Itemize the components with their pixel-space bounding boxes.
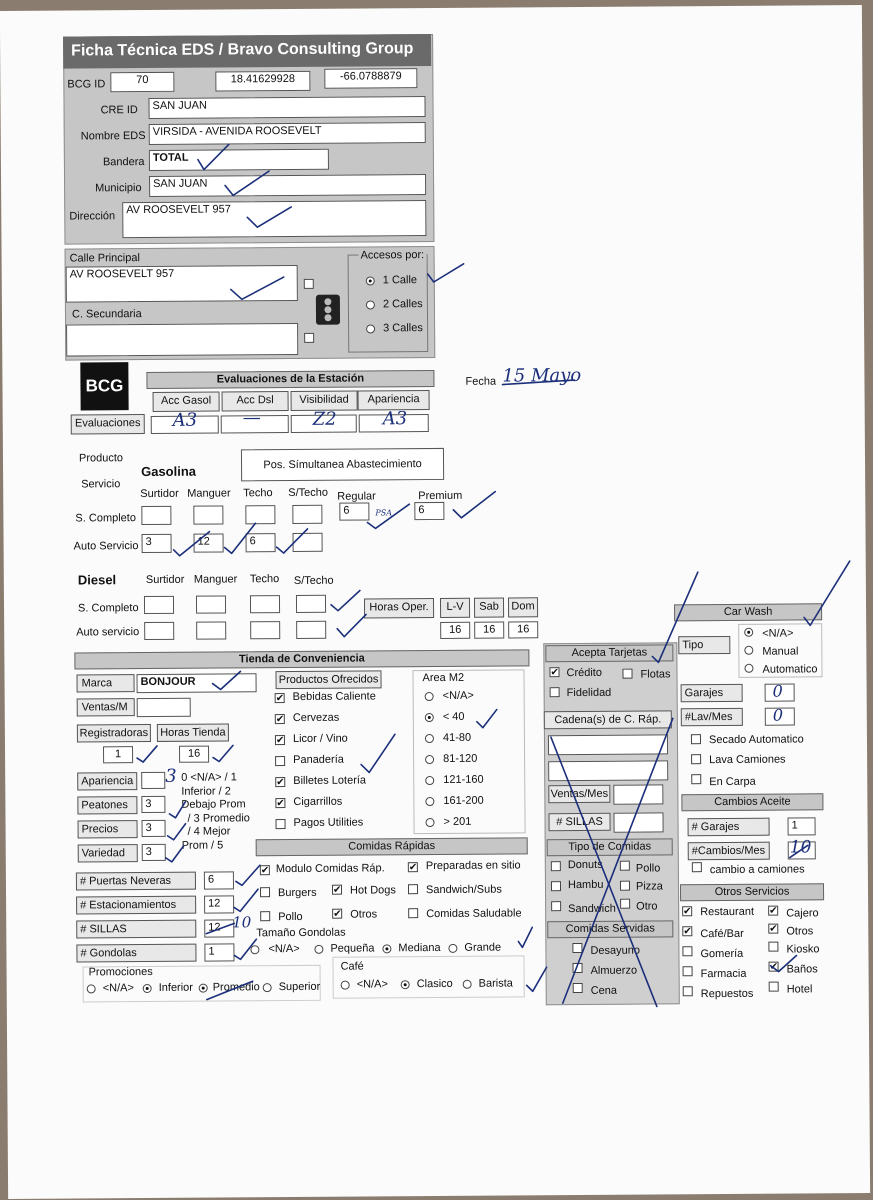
comida-check-2[interactable] xyxy=(260,887,270,897)
dsl-auto-servicio-label: Auto servicio xyxy=(76,626,140,639)
otro-check-4[interactable] xyxy=(682,946,692,956)
producto-label: Producto xyxy=(78,452,124,465)
tipo-check-0[interactable] xyxy=(551,861,561,871)
promo-radio-0[interactable] xyxy=(87,984,96,993)
apariencia-hw: 3 xyxy=(165,765,177,787)
servida-check-1[interactable] xyxy=(573,963,583,973)
tick-puertas xyxy=(236,865,260,885)
dsl-sc-stecho[interactable] xyxy=(296,595,326,613)
tipo-label: Tipo xyxy=(678,636,730,654)
acceso-3-label: 3 Calles xyxy=(383,322,423,335)
bcg-id-label: BCG ID xyxy=(67,78,106,91)
gas-col-techo: Techo xyxy=(243,487,273,500)
aceite-garajes-field[interactable]: 1 xyxy=(788,817,816,835)
flotas-label: Flotas xyxy=(640,668,671,681)
tienda-header: Tienda de Conveniencia xyxy=(74,649,529,669)
gasolina-title: Gasolina xyxy=(141,463,197,480)
promo-radio-1[interactable] xyxy=(143,984,152,993)
gas-as-manguer[interactable]: 12 xyxy=(194,533,224,552)
tick-precios xyxy=(168,824,186,840)
prod-label-4: Billetes Lotería xyxy=(293,774,367,787)
comida-label-6: Otros xyxy=(350,908,378,921)
dsl-sc-surtidor[interactable] xyxy=(144,596,174,614)
diesel-title: Diesel xyxy=(77,572,117,588)
prod-check-6[interactable] xyxy=(276,819,286,829)
gas-sc-surtidor[interactable] xyxy=(141,506,171,525)
area-label-1: < 40 xyxy=(442,710,465,723)
cafe-radio-2[interactable] xyxy=(463,980,472,989)
calle-principal-label: Calle Principal xyxy=(69,252,140,265)
gas-sc-techo[interactable] xyxy=(245,505,275,524)
aceite-header: Cambios Aceite xyxy=(681,793,823,811)
otro-check-7[interactable]: ✔ xyxy=(769,961,778,973)
comida-label-2: Burgers xyxy=(277,886,317,900)
otro-label-7: Baños xyxy=(786,963,818,976)
promociones-label: Promociones xyxy=(88,965,153,979)
gondolas-label: # Gondolas xyxy=(76,944,196,963)
area-label-4: 121-160 xyxy=(443,773,484,786)
comida-check-5[interactable] xyxy=(260,911,270,921)
eval-col-apariencia: Apariencia xyxy=(358,390,430,411)
scale-3: / 3 Promedio xyxy=(187,812,250,825)
cafe-label-0: <N/A> xyxy=(356,978,388,991)
gas-sc-regular[interactable]: 6 xyxy=(339,502,369,520)
estacionamientos-label: # Estacionamientos xyxy=(76,896,196,915)
acceso-1-label: 1 Calle xyxy=(382,274,418,287)
otro-check-2[interactable]: ✔ xyxy=(683,926,692,938)
otro-label-6: Farmacia xyxy=(700,967,747,981)
gas-sc-stecho[interactable] xyxy=(292,505,322,524)
credito-label: Crédito xyxy=(566,666,603,680)
scale-5: Prom / 5 xyxy=(181,839,224,852)
area-radio-1[interactable] xyxy=(425,713,434,722)
promo-radio-2[interactable] xyxy=(199,984,208,993)
paper-sheet xyxy=(0,5,870,1199)
servicio-label: Servicio xyxy=(81,478,121,491)
tick-dsl-stecho xyxy=(331,591,360,611)
ventas-mes-field[interactable] xyxy=(613,784,663,804)
gas-as-stecho[interactable] xyxy=(293,533,323,552)
horas-sab-field[interactable]: 16 xyxy=(474,622,504,639)
carwash-radio-1[interactable] xyxy=(744,646,753,655)
servida-label-0: Desayuno xyxy=(590,944,641,957)
tipo-comidas-header: Tipo de Comidas xyxy=(547,838,673,856)
prod-check-3[interactable] xyxy=(275,756,285,766)
promo-label-2: Promedio xyxy=(212,981,260,994)
apariencia-field[interactable] xyxy=(141,772,165,789)
otro-label-2: Café/Bar xyxy=(700,927,744,941)
comida-label-1: Preparadas en sitio xyxy=(425,859,521,873)
otro-label-0: Restaurant xyxy=(700,905,755,919)
scale-0: 0 <N/A> / 1 xyxy=(181,771,237,784)
tamano-label-0: <N/A> xyxy=(268,942,300,956)
ventas-mes-label: Ventas/Mes xyxy=(548,785,610,803)
tamano-label: Tamaño Gondolas xyxy=(256,926,346,940)
precios-field[interactable]: 3 xyxy=(142,820,166,837)
otro-label-8: Repuestos xyxy=(700,987,754,1001)
variedad-field[interactable]: 3 xyxy=(142,844,166,861)
traffic-light-icon xyxy=(316,295,340,325)
apariencia-label: Apariencia xyxy=(77,772,137,790)
tipo-label-2: Hambu xyxy=(567,878,604,892)
extra-check-1[interactable] xyxy=(691,754,701,764)
tick-estac xyxy=(234,889,258,911)
area-radio-4[interactable] xyxy=(425,776,434,785)
gas-s-completo-label: S. Completo xyxy=(75,512,136,525)
tamano-label-3: Grande xyxy=(464,941,502,954)
otro-label-5: Kiosko xyxy=(786,943,820,956)
area-m2-label: Area M2 xyxy=(422,671,465,685)
servida-label-1: Almuerzo xyxy=(590,964,638,977)
cre-id-field[interactable]: SAN JUAN xyxy=(148,96,425,119)
municipio-label: Municipio xyxy=(95,182,142,195)
tipo-label-4: Sandwich xyxy=(568,902,616,916)
servida-check-0[interactable] xyxy=(572,943,582,953)
scale-2: Debajo Prom xyxy=(181,798,246,811)
eval-acc-dsl-hw: — xyxy=(242,407,261,429)
aceite-garajes-label: # Garajes xyxy=(688,818,770,837)
cadena-label: Cadena(s) de C. Ráp. xyxy=(544,710,672,729)
comida-check-4[interactable] xyxy=(408,884,418,894)
otro-label-4: Gomería xyxy=(700,947,744,961)
evaluaciones-header: Evaluaciones de la Estación xyxy=(146,370,434,389)
calle-secundaria-label: C. Secundaria xyxy=(71,308,142,321)
otro-check-3[interactable]: ✔ xyxy=(769,923,778,935)
carwash-header: Car Wash xyxy=(674,603,822,621)
carwash-label-0: <N/A> xyxy=(762,627,794,640)
dsl-col-surtidor: Surtidor xyxy=(145,573,185,587)
tipo-check-5[interactable] xyxy=(620,899,630,909)
tarjetas-header: Acepta Tarjetas xyxy=(545,644,673,662)
bcg-id-field[interactable]: 70 xyxy=(110,72,174,92)
scale-4: / 4 Mejor xyxy=(187,825,231,838)
calle-secundaria-field[interactable] xyxy=(66,323,298,357)
area-radio-5[interactable] xyxy=(425,797,434,806)
cafe-radio-0[interactable] xyxy=(341,981,350,990)
lav-mes-label: #Lav/Mes xyxy=(681,708,743,726)
extra-check-0[interactable] xyxy=(691,734,701,744)
prod-label-3: Panadería xyxy=(293,753,344,766)
comida-check-0[interactable]: ✔ xyxy=(260,865,270,877)
tipo-check-1[interactable] xyxy=(620,861,630,871)
area-label-3: 81-120 xyxy=(443,752,478,765)
camiones-checkbox[interactable] xyxy=(692,862,702,872)
flotas-checkbox[interactable] xyxy=(622,669,632,679)
sillas-field[interactable]: 12 xyxy=(204,919,234,937)
horas-col-lv: L-V xyxy=(440,598,470,618)
carwash-label-1: Manual xyxy=(762,645,799,658)
gas-psa-hw: PSA xyxy=(375,508,393,518)
promo-label-0: <N/A> xyxy=(102,982,134,995)
calle-secundaria-checkbox[interactable] xyxy=(304,333,314,343)
acceso-2-radio[interactable] xyxy=(366,300,375,309)
carwash-radio-2[interactable] xyxy=(744,664,753,673)
sillas-label: # SILLAS xyxy=(76,920,196,939)
prod-check-5[interactable]: ✔ xyxy=(276,798,285,810)
gas-sc-premium[interactable]: 6 xyxy=(414,502,444,520)
tipo-label-3: Pizza xyxy=(635,880,663,893)
carwash-radio-0[interactable] xyxy=(744,628,753,637)
gas-as-techo[interactable]: 6 xyxy=(246,533,276,552)
aceite-cambios-label: #Cambios/Mes xyxy=(688,842,770,861)
otro-check-0[interactable]: ✔ xyxy=(683,906,692,918)
gas-col-regular: Regular xyxy=(337,490,376,503)
otro-check-1[interactable]: ✔ xyxy=(769,905,778,917)
marca-label: Marca xyxy=(76,674,134,692)
comida-check-3[interactable]: ✔ xyxy=(332,884,342,896)
dsl-sc-manguer[interactable] xyxy=(196,595,226,613)
dsl-as-manguer[interactable] xyxy=(196,621,226,639)
cadena-sillas-field[interactable] xyxy=(613,812,663,832)
tamano-radio-1[interactable] xyxy=(314,945,323,954)
horas-tienda-label: Horas Tienda xyxy=(157,723,229,742)
dsl-col-techo: Techo xyxy=(249,573,280,586)
variedad-label: Variedad xyxy=(78,844,138,862)
tick-cafe xyxy=(527,967,547,991)
area-radio-0[interactable] xyxy=(425,692,434,701)
area-label-5: 161-200 xyxy=(443,794,484,807)
ventas-m-field[interactable] xyxy=(137,698,191,717)
tamano-label-2: Mediana xyxy=(398,941,441,955)
form-title: Ficha Técnica EDS / Bravo Consulting Group xyxy=(63,34,431,69)
cre-id-label: CRE ID xyxy=(100,104,138,117)
servida-check-2[interactable] xyxy=(573,983,583,993)
comidas-header: Comidas Rápidas xyxy=(256,837,528,856)
fidelidad-checkbox[interactable] xyxy=(550,687,560,697)
extra-label-2: En Carpa xyxy=(709,775,756,789)
horas-col-dom: Dom xyxy=(508,597,538,617)
gas-auto-servicio-label: Auto Servicio xyxy=(73,540,139,553)
prod-check-1[interactable]: ✔ xyxy=(275,714,285,726)
comida-label-4: Sandwich/Subs xyxy=(425,883,502,897)
fidelidad-label: Fidelidad xyxy=(566,686,612,700)
eval-col-visibilidad: Visibilidad xyxy=(291,391,358,411)
acceso-1-radio[interactable] xyxy=(366,276,375,285)
tick-tamano xyxy=(518,927,532,947)
bandera-label: Bandera xyxy=(102,156,145,169)
productos-header: Productos Ofrecidos xyxy=(275,670,381,689)
carwash-label-2: Automatico xyxy=(762,663,818,676)
tamano-label-1: Pequeña xyxy=(330,942,375,955)
evaluaciones-button[interactable]: Evaluaciones xyxy=(71,414,145,435)
tick-dsl-as xyxy=(337,614,366,636)
municipio-field[interactable]: SAN JUAN xyxy=(149,174,426,197)
otros-header: Otros Servicios xyxy=(680,883,824,901)
dsl-col-stecho: S/Techo xyxy=(293,574,334,587)
prod-check-4[interactable]: ✔ xyxy=(276,777,285,789)
puertas-field[interactable]: 6 xyxy=(204,871,234,889)
tipo-label-0: Donuts xyxy=(567,858,603,872)
eval-apariencia-hw: A3 xyxy=(382,408,408,430)
acceso-3-radio[interactable] xyxy=(366,324,375,333)
nombre-eds-label: Nombre EDS xyxy=(80,130,146,143)
garajes-hw: 0 xyxy=(772,681,783,701)
gas-col-premium: Premium xyxy=(418,489,463,503)
tipo-check-3[interactable] xyxy=(620,881,630,891)
horas-col-sab: Sab xyxy=(474,598,504,618)
tamano-radio-0[interactable] xyxy=(250,945,259,954)
eval-acc-gasol-hw: A3 xyxy=(172,409,198,431)
horas-tienda-field[interactable]: 16 xyxy=(179,746,209,763)
comida-label-5: Pollo xyxy=(278,910,303,924)
otro-check-5[interactable] xyxy=(768,942,778,952)
bcg-logo: BCG xyxy=(80,362,128,410)
otro-check-8[interactable] xyxy=(683,986,693,996)
dsl-as-techo[interactable] xyxy=(250,621,280,639)
area-label-2: 41-80 xyxy=(442,731,472,744)
fecha-hw: 15 Mayo xyxy=(502,364,582,387)
area-label-6: > 201 xyxy=(443,815,472,828)
calle-principal-checkbox[interactable] xyxy=(304,279,314,289)
accesos-label: Accesos por: xyxy=(360,249,425,262)
area-radio-3[interactable] xyxy=(425,755,434,764)
servidas-header: Comidas Servidas xyxy=(547,920,673,938)
gondolas-field[interactable]: 1 xyxy=(204,943,234,961)
comida-label-0: Modulo Comidas Ráp. xyxy=(275,862,385,876)
acceso-2-label: 2 Calles xyxy=(382,298,423,311)
tamano-radio-3[interactable] xyxy=(448,944,457,953)
horas-oper-button[interactable]: Horas Oper. xyxy=(364,598,434,618)
comida-label-7: Comidas Saludable xyxy=(426,907,522,921)
prod-label-6: Pagos Utilities xyxy=(293,816,364,829)
otro-check-9[interactable] xyxy=(769,982,779,992)
fecha-label: Fecha xyxy=(465,375,497,388)
comida-check-7[interactable] xyxy=(408,908,418,918)
area-radio-6[interactable] xyxy=(426,818,435,827)
area-label-0: <N/A> xyxy=(442,689,474,702)
direccion-label: Dirección xyxy=(69,210,116,223)
promo-radio-3[interactable] xyxy=(263,983,272,992)
garajes-label: Garajes xyxy=(681,684,743,702)
scale-1: Inferior / 2 xyxy=(181,785,231,798)
prod-label-2: Licor / Vino xyxy=(292,732,348,745)
gas-col-manguer: Manguer xyxy=(187,487,231,500)
cadena-field-2[interactable] xyxy=(548,760,668,781)
puertas-label: # Puertas Neveras xyxy=(76,872,196,891)
prod-check-0[interactable]: ✔ xyxy=(275,693,285,705)
otro-label-3: Otros xyxy=(786,925,814,938)
registradoras-field[interactable]: 1 xyxy=(103,746,133,763)
tick-horas-tienda xyxy=(213,745,233,761)
tick-registradoras xyxy=(137,746,157,762)
cafe-label: Café xyxy=(340,960,364,973)
tamano-radio-2[interactable] xyxy=(382,944,391,953)
otro-check-6[interactable] xyxy=(683,966,693,976)
extra-label-1: Lava Camiones xyxy=(709,753,786,767)
credito-checkbox[interactable]: ✔ xyxy=(550,667,559,679)
precios-label: Precios xyxy=(78,820,138,838)
comida-check-1[interactable]: ✔ xyxy=(408,862,418,874)
dsl-s-completo-label: S. Completo xyxy=(77,602,139,615)
cafe-label-2: Barista xyxy=(478,977,513,990)
horas-lv-field[interactable]: 16 xyxy=(440,622,470,639)
longitude-field[interactable]: -66.0788879 xyxy=(324,68,417,89)
promo-label-1: Inferior xyxy=(158,981,193,994)
tipo-check-4[interactable] xyxy=(551,901,561,911)
comida-label-3: Hot Dogs xyxy=(349,884,396,897)
otro-label-1: Cajero xyxy=(786,907,819,920)
prod-check-2[interactable]: ✔ xyxy=(275,735,285,747)
gas-sc-manguer[interactable] xyxy=(193,505,223,524)
camiones-label: cambio a camiones xyxy=(709,863,805,877)
calle-principal-field[interactable]: AV ROOSEVELT 957 xyxy=(66,265,298,303)
horas-dom-field[interactable]: 16 xyxy=(508,621,538,638)
area-radio-2[interactable] xyxy=(425,734,434,743)
prod-label-1: Cervezas xyxy=(292,711,340,724)
latitude-field[interactable]: 18.41629928 xyxy=(215,71,310,92)
aceite-cambios-hw: 10 xyxy=(789,837,812,858)
comida-check-6[interactable]: ✔ xyxy=(333,908,342,920)
estacionamientos-field[interactable]: 12 xyxy=(204,895,234,913)
gas-as-surtidor[interactable]: 3 xyxy=(142,534,172,553)
cafe-radio-1[interactable] xyxy=(401,980,410,989)
prod-label-0: Bebidas Caliente xyxy=(292,690,376,703)
cafe-label-1: Clasico xyxy=(416,977,453,991)
servida-label-2: Cena xyxy=(590,984,618,997)
sillas-hw: 10 xyxy=(232,913,252,932)
extra-label-0: Secado Automatico xyxy=(708,733,804,747)
eval-visibilidad-hw: Z2 xyxy=(312,408,337,430)
ventas-m-label: Ventas/M xyxy=(77,698,135,716)
tipo-label-1: Pollo xyxy=(635,862,661,875)
direccion-field[interactable]: AV ROOSEVELT 957 xyxy=(122,200,426,238)
tipo-label-5: Otro xyxy=(636,900,658,913)
nombre-eds-field[interactable]: VIRSIDA - AVENIDA ROOSEVELT xyxy=(149,122,426,145)
dsl-col-manguer: Manguer xyxy=(193,573,238,586)
prod-label-5: Cigarrillos xyxy=(293,795,343,808)
eval-col-acc-dsl: Acc Dsl xyxy=(222,391,289,411)
promo-label-3: Superior xyxy=(278,980,321,994)
lav-mes-hw: 0 xyxy=(772,705,784,725)
extra-check-2[interactable] xyxy=(691,774,701,784)
otro-label-9: Hotel xyxy=(786,983,813,996)
dsl-as-surtidor[interactable] xyxy=(144,622,174,640)
pos-simultanea-box: Pos. Símultanea Abastecimiento xyxy=(241,448,444,481)
dsl-as-stecho[interactable] xyxy=(296,621,326,639)
cadena-sillas-label: # SILLAS xyxy=(548,813,610,831)
marca-field[interactable]: BONJOUR xyxy=(136,673,256,693)
registradoras-label: Registradoras xyxy=(77,724,151,743)
gas-col-surtidor: Surtidor xyxy=(140,487,179,501)
gas-col-stecho: S/Techo xyxy=(288,486,329,500)
bandera-field[interactable]: TOTAL xyxy=(149,149,329,171)
cadena-field-1[interactable] xyxy=(548,734,668,755)
peatones-field[interactable]: 3 xyxy=(141,796,165,813)
eval-col-acc-gasol: Acc Gasol xyxy=(153,391,220,411)
tipo-check-2[interactable] xyxy=(551,881,561,891)
peatones-label: Peatones xyxy=(77,796,137,814)
dsl-sc-techo[interactable] xyxy=(250,595,280,613)
